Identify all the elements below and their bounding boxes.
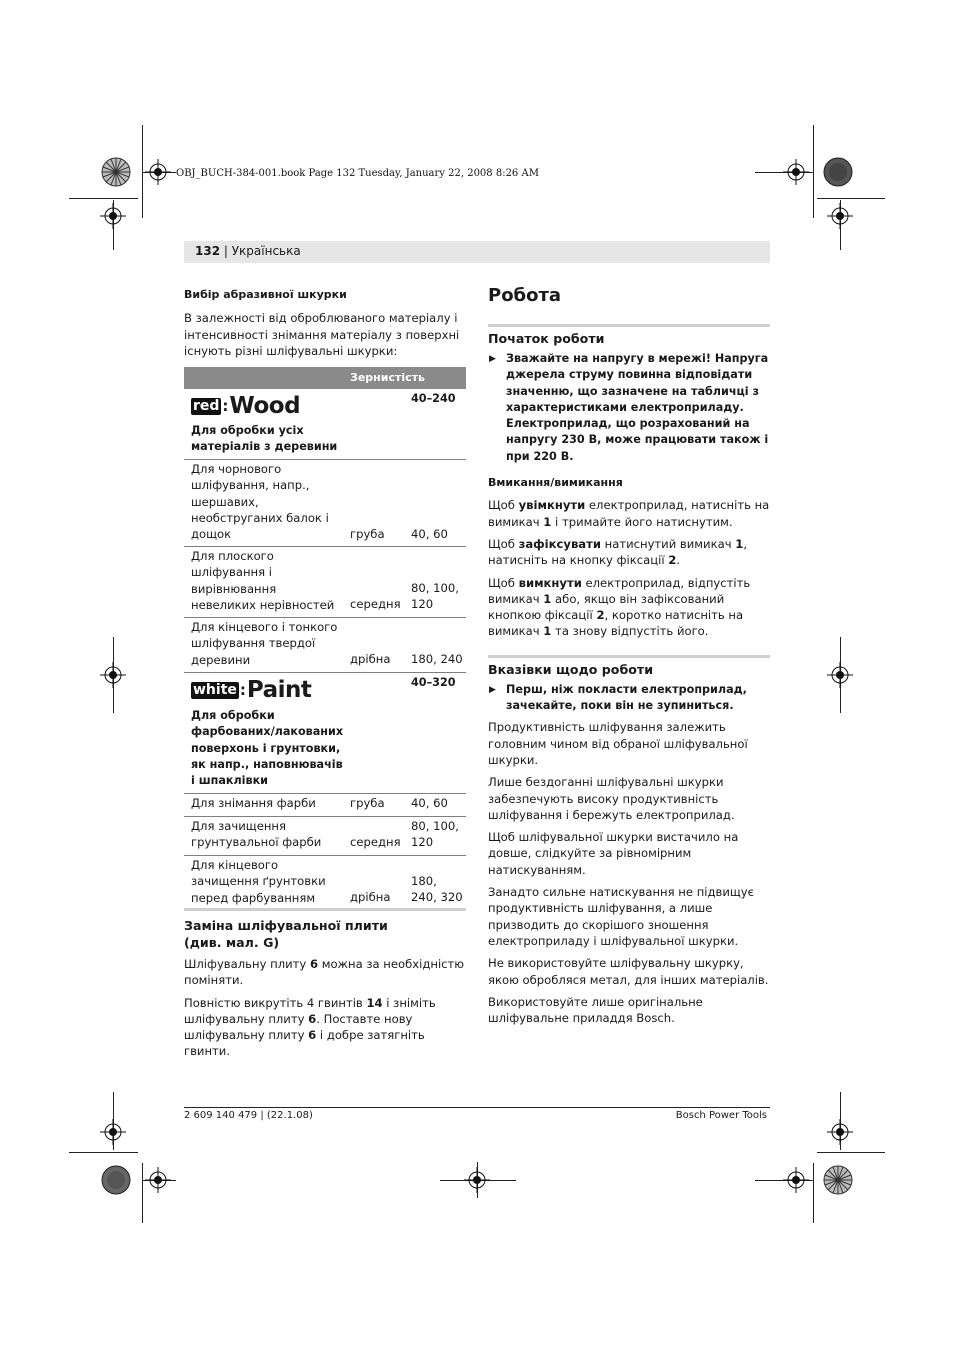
use-line: Для кінцевого (191, 858, 279, 872)
text-run: електроприлад, відпустіть вимикач (488, 575, 751, 606)
use-line: деревини (191, 652, 251, 667)
use-cell (191, 619, 337, 668)
crosshair-target-icon (100, 662, 126, 688)
plate-title (184, 917, 466, 951)
sandpaper-title: Вибір абразивної шкурки (184, 288, 347, 301)
text-run: Щоб (488, 498, 519, 513)
plate-section (184, 917, 466, 1066)
use-line: зачищення ґрунтовки (191, 874, 326, 889)
text-run: . (676, 553, 680, 568)
grit-line: 180, (411, 874, 437, 888)
paint-group (184, 673, 466, 794)
tips-paragraph: Щоб шліфувальної шкурки вистачило на довше, слідкуйте за рівномірним натискуванням. (488, 830, 739, 877)
use-line: шліфування твердої (191, 636, 316, 651)
bullet-text: Перш, ніж покласти електроприлад, зачекайте, поки він не зупиниться. (506, 682, 747, 713)
logo-box: red (193, 397, 220, 414)
footer-left: 2 609 140 479 | (22.1.08) (184, 1110, 313, 1121)
grade-cell: дрібна (350, 890, 391, 904)
ref-number: 2 (596, 608, 605, 623)
crop-mark (813, 1163, 814, 1223)
use-line: шершавих, (191, 494, 259, 509)
grit-cell (411, 873, 463, 906)
crosshair-target-icon (827, 1119, 853, 1145)
ref-number: 2 (668, 553, 677, 568)
ref-number: 6 (308, 1011, 317, 1026)
table-header (184, 367, 466, 389)
crop-mark (69, 1152, 138, 1153)
use-cell: Для знімання фарби (191, 796, 316, 810)
emphasis: вимкнути (518, 575, 582, 590)
emphasis: увімкнути (518, 498, 586, 513)
grade-cell: середня (350, 597, 401, 611)
grit-cell (411, 818, 459, 851)
page-header (184, 241, 770, 263)
grit-line: 120 (411, 597, 434, 612)
use-cell (191, 857, 326, 906)
color-wheel-icon (101, 157, 131, 187)
text-run: і добре затягніть гвинти. (184, 1028, 425, 1059)
use-line: вирівнювання (191, 581, 277, 596)
use-line: грунтувальної фарби (191, 835, 322, 850)
sandpaper-intro: В залежності від оброблюваного матеріалу і інтенсивності знімання матеріалу з поверхні існують різні шліфувальні шкурки: (184, 311, 460, 358)
section-rule (488, 655, 770, 658)
triangle-right-icon: ▶ (489, 684, 496, 695)
use-cell (191, 818, 321, 851)
text-run: Шліфувальну плиту (184, 957, 310, 971)
desc-line: Для обробки усіх (191, 424, 304, 437)
start-title: Початок роботи (488, 331, 605, 346)
tips-bullet (488, 682, 770, 715)
onoff-title: Вмикання/вимикання (488, 476, 623, 490)
text-run: можна за необхідністю поміняти. (184, 957, 465, 988)
footer-right: Bosch Power Tools (675, 1110, 767, 1121)
crosshair-target-icon (827, 203, 853, 229)
logo-word: Wood (229, 393, 301, 419)
paint-logo (191, 678, 311, 702)
text-run: Щоб (488, 575, 519, 590)
crop-mark (817, 1152, 885, 1153)
color-wheel-icon (101, 1165, 131, 1195)
use-line: Для плоского (191, 549, 274, 563)
bullet-text: Зважайте на напругу в мережі! Напруга джерела струму повинна відповідати значенню, що зазначене на табличці з характеристиками електроприладу. Електроприлад, що розрахований на напругу 230 В, може працювати також і при 220 В. (506, 352, 769, 463)
text-run: або, якщо він зафіксований кнопкою фіксації (488, 591, 725, 623)
ref-number: 1 (543, 514, 552, 529)
text-run: натиснутий вимикач (600, 536, 736, 551)
sandpaper-table (184, 367, 466, 911)
grit-line: 80, 100, (411, 581, 459, 595)
grade-cell: середня (350, 835, 401, 849)
grit-cell: 40, 60 (411, 527, 448, 541)
text-run: Щоб (488, 536, 519, 551)
print-imprint: OBJ_BUCH-384-001.book Page 132 Tuesday, January 22, 2008 8:26 AM (176, 168, 539, 179)
grit-cell: 180, 240 (411, 652, 463, 666)
header-language: Українська (231, 244, 301, 258)
use-line: невеликих нерівностей (191, 597, 335, 612)
section-title: Робота (488, 285, 562, 306)
logo-colon: : (239, 680, 246, 699)
wood-logo (191, 394, 300, 418)
grit-cell: 40, 60 (411, 796, 448, 810)
ref-number: 6 (309, 957, 319, 971)
header-separator: | (220, 244, 232, 258)
grit-line: 80, 100, (411, 819, 459, 833)
page-number: 132 (195, 244, 221, 258)
use-cell (191, 461, 329, 542)
tips-paragraph: Використовуйте лише оригінальне шліфувальне приладдя Bosch. (488, 994, 703, 1026)
grade-cell: груба (350, 796, 385, 810)
desc-line: і шпаклівки (191, 774, 269, 788)
text-run: і тримайте його натиснутим. (551, 514, 733, 529)
logo-colon: : (222, 396, 229, 415)
grit-cell (411, 580, 459, 613)
paint-range: 40–320 (411, 676, 456, 689)
crop-mark (813, 125, 814, 218)
desc-line: як напр., наповнювачів (191, 757, 343, 771)
wood-group (184, 389, 466, 460)
use-line: Для кінцевого і тонкого (191, 620, 338, 634)
desc-line: Для обробки (191, 709, 275, 722)
wood-range: 40–240 (411, 392, 456, 405)
left-column (184, 287, 466, 365)
off-paragraph (488, 575, 770, 640)
tips-paragraph: Занадто сильне натискування не підвищує продуктивність шліфування, а лише призводить до скорішого зношення електроприладу і шліфувальної шкурки. (488, 885, 755, 948)
tips-paragraph: Продуктивність шліфування залежить головним чином від обраної шліфувальної шкурки. (488, 720, 748, 767)
text-run: , натисніть на кнопку фіксації (488, 536, 747, 568)
on-paragraph (488, 497, 770, 530)
right-column (488, 285, 770, 1032)
start-bullet (488, 351, 770, 465)
logo-word: Paint (246, 677, 312, 703)
desc-line: матеріалів з деревини (191, 440, 338, 454)
logo-box: white (193, 681, 237, 698)
crosshair-target-icon (827, 662, 853, 688)
grit-line: 240, 320 (411, 890, 463, 905)
crosshair-target-icon (145, 159, 171, 185)
ref-number: 1 (543, 624, 552, 639)
crosshair-target-icon (783, 159, 809, 185)
crop-mark (817, 198, 885, 199)
text-run: Повністю викрутіть 4 гвинтів (184, 995, 367, 1010)
table-row (184, 817, 466, 856)
use-line: шліфування, напр., (191, 478, 310, 493)
text-run: та знову відпустіть його. (551, 624, 709, 639)
plate-paragraph-2 (184, 995, 466, 1060)
use-line: необструганих балок і (191, 510, 329, 525)
ref-number: 1 (735, 536, 744, 551)
lock-paragraph (488, 536, 770, 569)
section-rule (488, 324, 770, 327)
color-wheel-icon (823, 1165, 853, 1195)
tips-paragraph: Не використовуйте шліфувальну шкурку, якою обробляся метал, для інших матеріалів. (488, 956, 769, 987)
use-line: Для чорнового (191, 462, 282, 476)
emphasis: зафіксувати (518, 536, 601, 551)
plate-paragraph-1 (184, 956, 466, 989)
text-run: електроприлад, натисніть на вимикач (488, 498, 770, 529)
crosshair-target-icon (783, 1167, 809, 1193)
wood-description (191, 423, 337, 456)
table-row (184, 856, 466, 911)
table-row (184, 794, 466, 817)
paint-description (191, 708, 343, 789)
crosshair-target-icon (100, 1119, 126, 1145)
crop-mark (69, 198, 138, 199)
color-wheel-icon (823, 157, 853, 187)
use-line: перед фарбуванням (191, 890, 316, 905)
use-line: шліфування і (191, 565, 272, 580)
grit-header: Зернистість (350, 371, 425, 384)
table-row (184, 547, 466, 618)
text-run: , коротко натисніть на вимикач (488, 608, 744, 639)
crosshair-target-icon (145, 1167, 171, 1193)
grade-cell: дрібна (350, 652, 391, 666)
table-row (184, 618, 466, 673)
text-run: і зніміть шліфувальну плиту (184, 995, 436, 1026)
tips-paragraph: Лише бездоганні шліфувальні шкурки забезпечують високу продуктивність шліфування і бережуть електроприлад. (488, 775, 735, 822)
tips-title: Вказівки щодо роботи (488, 661, 654, 677)
use-line: дощок (191, 527, 232, 542)
title-line: Заміна шліфувальної плити (184, 918, 388, 933)
crop-mark (142, 1163, 143, 1223)
ref-number: 14 (366, 995, 383, 1010)
title-line: (див. мал. G) (184, 935, 280, 950)
triangle-right-icon: ▶ (489, 354, 496, 364)
grit-line: 120 (411, 835, 434, 850)
grade-cell: груба (350, 527, 385, 541)
text-run: . Поставте нову шліфувальну плиту (184, 1011, 413, 1043)
desc-line: фарбованих/лакованих (191, 725, 344, 739)
table-row (184, 460, 466, 547)
desc-line: поверхонь і грунтовки, (191, 741, 341, 755)
use-cell (191, 548, 334, 613)
use-line: Для зачищення (191, 819, 286, 833)
crosshair-target-icon (464, 1167, 490, 1193)
crosshair-target-icon (100, 203, 126, 229)
ref-number: 1 (543, 591, 552, 606)
ref-number: 6 (308, 1028, 317, 1043)
footer-rule (184, 1107, 770, 1108)
